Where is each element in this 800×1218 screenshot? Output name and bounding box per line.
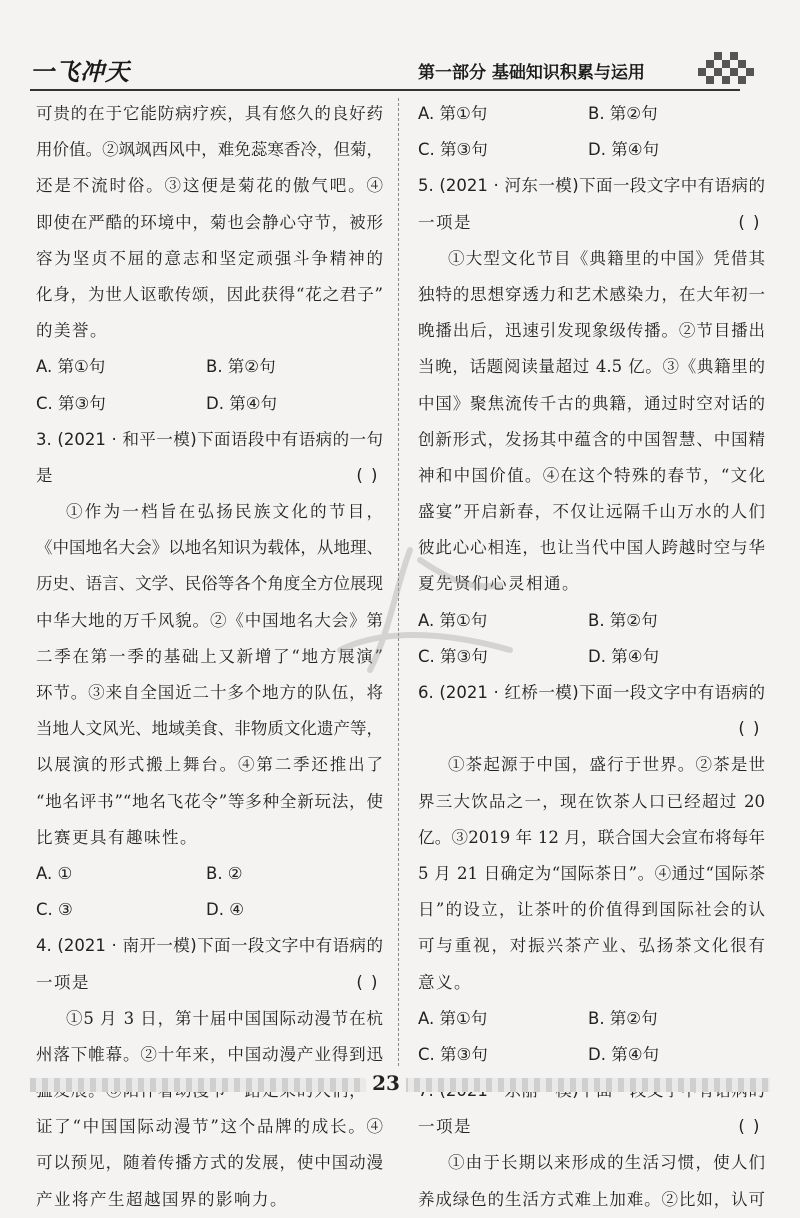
- passage-line: 当晚，话题阅读量超过 4.5 亿。③《典籍里的: [418, 357, 765, 377]
- passage-line: 创新形式，发扬其中蕴含的中国智慧、中国精: [418, 429, 765, 449]
- options-row: [418, 1001, 765, 1037]
- option-d[interactable]: D. ④: [206, 900, 244, 920]
- passage-line: “地名评书”“地名飞花令”等多种全新玩法，使: [36, 791, 383, 811]
- watermark-logo-icon: [300, 530, 530, 700]
- passage-line: 环节。③来自全国近二十多个地方的队伍，将: [36, 683, 383, 702]
- option-b[interactable]: B. 第②句: [588, 1008, 658, 1028]
- question-head-tail: 是: [36, 465, 54, 485]
- question-head: 6. (2021 · 红桥一模)下面一段文字中有语病的: [418, 683, 765, 702]
- options-row: [418, 1037, 765, 1073]
- passage-line: 5 月 21 日确定为“国际茶日”。④通过“国际茶: [418, 863, 765, 883]
- passage-line: 化身，为世人讴歌传颂，因此获得“花之君子”: [36, 284, 383, 304]
- passage-line: 独特的思想穿透力和艺术感染力，在大年初一: [418, 284, 765, 304]
- question-head-cont: [36, 458, 383, 494]
- passage-line: 还是不流时俗。③这便是菊花的傲气吧。④: [36, 176, 383, 196]
- passage-line: 彼此心心相连，也让当代中国人跨越时空与华: [418, 538, 765, 558]
- answer-blank[interactable]: ( ): [738, 719, 761, 739]
- passage-line: 比赛更具有趣味性。: [36, 827, 198, 847]
- passage-line: 州落下帷幕。②十年来，中国动漫产业得到迅: [36, 1044, 383, 1064]
- brand-logo: 一飞冲天: [30, 58, 130, 86]
- header-rule: [30, 89, 740, 91]
- page-number: 23: [366, 1068, 406, 1098]
- passage-line: 日”的设立，让茶叶的价值得到国际社会的认: [418, 900, 765, 920]
- option-a[interactable]: A. 第①句: [36, 357, 106, 377]
- option-c[interactable]: C. 第③句: [418, 646, 488, 666]
- carry-passage: [36, 96, 383, 349]
- page-header: [0, 0, 800, 98]
- options-row: [36, 892, 383, 928]
- option-a[interactable]: A. 第①句: [418, 610, 488, 630]
- option-b[interactable]: B. 第②句: [588, 104, 658, 123]
- option-a[interactable]: A. ①: [36, 863, 73, 883]
- section-title: 第一部分 基础知识积累与运用: [418, 63, 645, 83]
- passage-line: 《中国地名大会》以地名知识为载体，从地理、: [36, 538, 383, 558]
- option-c[interactable]: C. 第③句: [418, 140, 488, 160]
- option-c[interactable]: C. 第③句: [36, 393, 106, 413]
- option-d[interactable]: D. 第④句: [588, 1044, 659, 1064]
- options-row: [36, 856, 383, 892]
- answer-blank[interactable]: ( ): [738, 1117, 761, 1137]
- passage-line: 用价值。②飒飒西风中，难免蕊寒香冷，但菊，: [36, 140, 383, 160]
- question-head: 3. (2021 · 和平一模)下面语段中有语病的一句: [36, 429, 383, 449]
- question-head: 4. (2021 · 南开一模)下面一段文字中有语病的: [36, 936, 383, 956]
- passage-line: 即使在严酷的环境中，菊也会静心守节，被形: [36, 212, 383, 232]
- passage-line: 的美誉。: [36, 321, 108, 341]
- question-head: 5. (2021 · 河东一模)下面一段文字中有语病的: [418, 176, 765, 196]
- passage-line: ①茶起源于中国，盛行于世界。②茶是世: [448, 755, 765, 775]
- options-row: [36, 386, 383, 422]
- passage-line: 二季在第一季的基础上又新增了“地方展演”: [36, 646, 383, 666]
- question-head-tail: 一项是: [36, 972, 90, 992]
- question-head-cont: [418, 205, 765, 241]
- passage-line: 以展演的形式搬上舞台。④第二季还推出了: [36, 755, 383, 775]
- option-d[interactable]: D. 第④句: [588, 646, 659, 666]
- passage-line: 晚播出后，迅速引发现象级传播。②节目播出: [418, 321, 765, 341]
- option-a[interactable]: A. 第①句: [418, 1008, 488, 1028]
- passage-line: 意义。: [418, 972, 472, 992]
- passage-line: ①作为一档旨在弘扬民族文化的节目，: [66, 502, 383, 522]
- answer-blank[interactable]: ( ): [356, 465, 379, 485]
- option-b[interactable]: B. ②: [206, 863, 243, 883]
- passage-line: 亿。③2019 年 12 月，联合国大会宣布将每年: [418, 827, 765, 847]
- passage-line: 产业将产生超越国界的影响力。: [36, 1189, 288, 1209]
- option-b[interactable]: B. 第②句: [206, 357, 276, 377]
- passage-line: 可以预见，随着传播方式的发展，使中国动漫: [36, 1153, 383, 1173]
- options-row: [36, 349, 383, 385]
- passage-line: ①由于长期以来形成的生活习惯，使人们: [448, 1153, 765, 1173]
- page-footer: [0, 1070, 800, 1100]
- passage-line: 养成绿色的生活方式难上加难。②比如，认可: [418, 1189, 765, 1209]
- passage-line: ①大型文化节目《典籍里的中国》凭借其: [448, 248, 765, 268]
- option-a[interactable]: A. 第①句: [418, 104, 488, 123]
- answer-blank[interactable]: ( ): [738, 212, 761, 232]
- passage-line: 证了“中国国际动漫节”这个品牌的成长。④: [36, 1117, 383, 1137]
- passage-line: 容为坚贞不屈的意志和坚定顽强斗争精神的: [36, 248, 383, 268]
- option-d[interactable]: D. 第④句: [206, 393, 277, 413]
- options-row: [418, 132, 765, 168]
- passage-line: 中华大地的万千风貌。②《中国地名大会》第: [36, 610, 383, 630]
- passage-line: 界三大饮品之一，现在饮茶人口已经超过 20: [418, 791, 765, 811]
- passage-line: 夏先贤们心灵相通。: [418, 574, 580, 594]
- answer-blank[interactable]: ( ): [356, 972, 379, 992]
- options-row: [418, 96, 765, 132]
- checker-pattern-icon: [694, 52, 754, 92]
- passage-line: 可与重视，对振兴茶产业、弘扬茶文化很有: [418, 936, 765, 956]
- passage-line: 当地人文风光、地域美食、非物质文化遗产等，: [36, 719, 383, 739]
- question-head-cont: [418, 711, 765, 747]
- question-head-cont: [36, 965, 383, 1001]
- question-6: [418, 675, 765, 1073]
- passage-line: 盛宴”开启新春，不仅让远隔千山万水的人们: [418, 502, 765, 522]
- option-d[interactable]: D. 第④句: [588, 140, 659, 160]
- option-c[interactable]: C. 第③句: [418, 1044, 488, 1064]
- passage-line: 中国》聚焦流传千古的典籍，通过时空对话的: [418, 393, 765, 413]
- question-head-cont: [418, 1109, 765, 1145]
- option-b[interactable]: B. 第②句: [588, 610, 658, 630]
- question-head-tail: 一项是: [418, 1117, 472, 1137]
- option-c[interactable]: C. ③: [36, 900, 73, 920]
- passage-line: 神和中国价值。④在这个特殊的春节，“文化: [418, 465, 765, 485]
- passage-line: ①5 月 3 日，第十届中国国际动漫节在杭: [66, 1008, 383, 1028]
- question-head-tail: 一项是: [418, 212, 472, 232]
- passage-line: 历史、语言、文学、民俗等各个角度全方位展现: [36, 574, 383, 594]
- passage-line: 可贵的在于它能防病疗疾，具有悠久的良好药: [36, 104, 383, 123]
